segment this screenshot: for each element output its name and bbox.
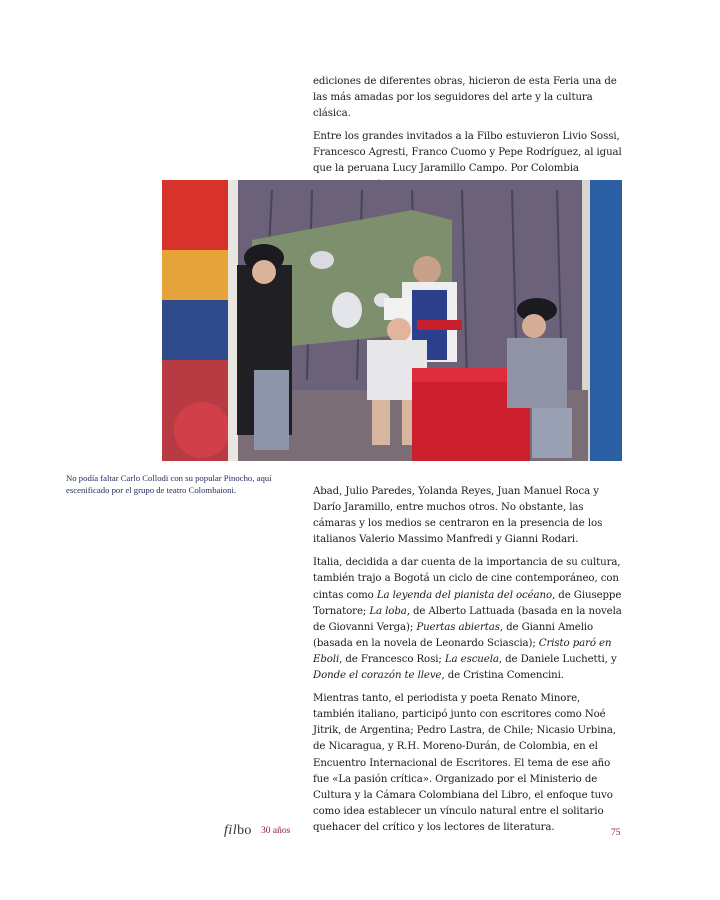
logo-bo: bo [237, 823, 252, 838]
film-title: La escuela [444, 653, 499, 665]
text-span: , de Giuseppe Tornatore; [313, 589, 622, 617]
main-text-column [313, 484, 623, 843]
paragraph [313, 555, 623, 684]
photo-caption: No podía faltar Carlo Collodi con su popular Pinocho, aquí escenificado por el grupo de teatro Colombaioni. [66, 473, 272, 496]
text-span: , de Alberto Lattuada (basada en la novela de Giovanni Verga); [313, 605, 622, 633]
text-span: , de Gianni Amelio (basada en la novela de Leonardo Sciascia); [313, 621, 594, 649]
film-title: La loba [369, 605, 407, 617]
text-span: Italia, decidida a dar cuenta de la importancia de su cultura, también trajo a Bogotá un ciclo de cine contemporáneo, con cintas como [313, 557, 621, 601]
film-title: Donde el corazón te lleve [313, 670, 442, 682]
film-title: La leyenda del pianista del océano [376, 589, 553, 601]
logo-fi: fil [224, 823, 238, 838]
paragraph: ediciones de diferentes obras, hicieron de esta Feria una de las más amadas por los seguidores del arte y la cultura clásica. [313, 76, 617, 120]
theater-stage-photo-icon [162, 180, 622, 461]
paragraph: Mientras tanto, el periodista y poeta Renato Minore, también italiano, participó junto con escritores como Noé Jitrik, de Argentina; Pedro Lastra, de Chile; Nicasio Urbina, de Nicaragua, y R.H. Moreno-Durán, de Colombia, en el Encuentro Internacional de Escritores. El tema de ese año fue «La pasión crítica». Organizado por el Ministerio de Cultura y la Cámara Colombiana del Libro, el enfoque tuvo como idea establecer un vínculo natural entre el solitario quehacer del crítico y los lectores de literatura. [313, 693, 616, 833]
paragraph: Abad, Julio Paredes, Yolanda Reyes, Juan Manuel Roca y Darío Jaramillo, entre muchos otros. No obstante, las cámaras y los medios se centraron en la presencia de los italianos Valerio Massimo Manfredi y Gianni Rodari. [313, 486, 603, 546]
filbo-logo [224, 823, 252, 839]
theater-photo [162, 180, 622, 461]
film-title: Puertas abiertas [416, 621, 500, 633]
page-number: 75 [611, 828, 621, 838]
footer-subtitle: 30 años [261, 826, 291, 836]
text-span: , de Daniele Luchetti, y [498, 653, 617, 665]
film-title: Cristo paró en Eboli [313, 637, 612, 665]
text-span: , de Francesco Rosi; [339, 653, 445, 665]
paragraph: Entre los grandes invitados a la Filbo estuvieron Livio Sossi, Francesco Agresti, Franco Cuomo y Pepe Rodríguez, al igual que la peruana Lucy Jaramillo Campo. Por Colombia [313, 131, 622, 175]
text-span: , de Cristina Comencini. [441, 670, 564, 682]
